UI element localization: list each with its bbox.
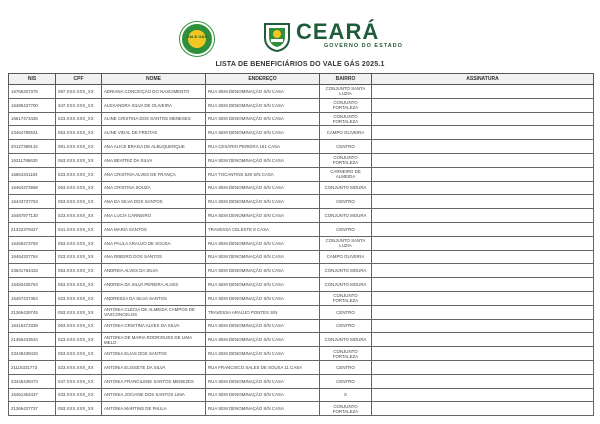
endereco-cell: RUA SEM DENOMINAÇÃO S/N CASA xyxy=(206,236,320,250)
bairro-cell: CONJUNTO MOURA xyxy=(320,264,372,278)
bairro-cell: CENTRO xyxy=(320,374,372,388)
table-row xyxy=(9,374,594,388)
nome-cell: ANDREIA DA SILVA PEREIRA ALVES xyxy=(102,278,206,292)
bairro-cell: CENTRO xyxy=(320,360,372,374)
seal-emblem-icon xyxy=(188,30,206,48)
ceara-crest-icon xyxy=(263,22,291,52)
seal-label: VALE GÁS xyxy=(186,34,208,39)
endereco-cell: RUA SEM DENOMINAÇÃO S/N CASA xyxy=(206,85,320,99)
bairro-cell: CONJUNTO MOURA xyxy=(320,278,372,292)
table-row xyxy=(9,112,594,126)
table-row xyxy=(9,167,594,181)
endereco-cell: RUA SEM DENOMINAÇÃO S/N CASA xyxy=(206,250,320,264)
nome-cell: ANDRESSA DA SILVA SANTOS xyxy=(102,291,206,305)
assinatura-cell xyxy=(372,264,594,278)
table-row xyxy=(9,333,594,347)
nome-cell: ANA DA SILVA DOS SANTOS xyxy=(102,195,206,209)
table-row xyxy=(9,85,594,99)
assinatura-cell xyxy=(372,278,594,292)
bairro-cell: CONJUNTO FORTALEZA xyxy=(320,153,372,167)
brand-name: CEARÁ xyxy=(296,19,380,44)
assinatura-cell xyxy=(372,126,594,140)
table-row xyxy=(9,388,594,402)
nis-cell: 16664341184 xyxy=(9,167,56,181)
table-row xyxy=(9,278,594,292)
endereco-cell: RUA SEM DENOMINAÇÃO S/N CASA xyxy=(206,112,320,126)
column-header-endereco: ENDEREÇO xyxy=(206,74,320,85)
endereco-cell: RUA SEM DENOMINAÇÃO S/N CASA xyxy=(206,264,320,278)
assinatura-cell xyxy=(372,374,594,388)
table-row xyxy=(9,236,594,250)
nis-cell: 21366439745 xyxy=(9,305,56,319)
endereco-cell: RUA TOCANTINS 529 S/N CASA xyxy=(206,167,320,181)
nis-cell: 20127389132 xyxy=(9,140,56,154)
nis-cell: 16311786630 xyxy=(9,153,56,167)
endereco-cell: RUA SEM DENOMINAÇÃO S/N CASA xyxy=(206,402,320,416)
bairro-cell: CARNEIRO DE ALMEIDA xyxy=(320,167,372,181)
assinatura-cell xyxy=(372,209,594,223)
nome-cell: ANA CRISTINA ALVES DE FRANÇA xyxy=(102,167,206,181)
nis-cell: 21366437737 xyxy=(9,402,56,416)
assinatura-cell xyxy=(372,388,594,402)
assinatura-cell xyxy=(372,305,594,319)
table-header-row xyxy=(9,74,594,85)
nis-cell: 16464373968 xyxy=(9,181,56,195)
cpf-cell: 023.XXX.XXX_XX xyxy=(56,250,102,264)
bairro-cell: CONJUNTO FORTALEZA xyxy=(320,112,372,126)
nome-cell: ANA LUCIA CARNEIRO xyxy=(102,209,206,223)
endereco-cell: RUA SEM DENOMINAÇÃO S/N CASA xyxy=(206,126,320,140)
bairro-cell: CENTRO xyxy=(320,319,372,333)
nome-cell: ANA CRISTINA SOUZA xyxy=(102,181,206,195)
column-header-cpf: CPF xyxy=(56,74,102,85)
endereco-cell: RUA SEM DENOMINAÇÃO S/N CASA xyxy=(206,181,320,195)
nis-cell: 23448439433 xyxy=(9,347,56,361)
bairro-cell: CONJUNTO MOURA xyxy=(320,181,372,195)
nis-cell: 23446439473 xyxy=(9,374,56,388)
endereco-cell: RUA FRANCISCO SALES DE SOUSA 11 CASA xyxy=(206,360,320,374)
bairro-cell: CONJUNTO FORTALEZA xyxy=(320,347,372,361)
nome-cell: ALINE CRISTINA DOS SANTOS MENESES xyxy=(102,112,206,126)
table-body xyxy=(9,85,594,416)
table-row xyxy=(9,291,594,305)
bairro-cell: CENTRO xyxy=(320,222,372,236)
assinatura-cell xyxy=(372,347,594,361)
assinatura-cell xyxy=(372,319,594,333)
assinatura-cell xyxy=(372,222,594,236)
table-row xyxy=(9,347,594,361)
cpf-cell: 023.XXX.XXX_XX xyxy=(56,167,102,181)
table-row xyxy=(9,319,594,333)
endereco-cell: RUA SEM DENOMINAÇÃO S/N CASA xyxy=(206,195,320,209)
table-row xyxy=(9,98,594,112)
bairro-cell: CENTRO xyxy=(320,195,372,209)
cpf-cell: 063.XXX.XXX_XX xyxy=(56,319,102,333)
bairro-cell: S xyxy=(320,388,372,402)
cpf-cell: 053.XXX.XXX_XX xyxy=(56,195,102,209)
nis-cell: 16483436763 xyxy=(9,278,56,292)
nis-cell: 21322379327 xyxy=(9,222,56,236)
endereco-cell: RUA CESÁRIO PEREIRA 161 CASA xyxy=(206,140,320,154)
cpf-cell: 063.XXX.XXX_XX xyxy=(56,153,102,167)
endereco-cell: RUA SEM DENOMINAÇÃO S/N CASA xyxy=(206,374,320,388)
cpf-cell: 053.XXX.XXX_XX xyxy=(56,402,102,416)
endereco-cell: RUA SEM DENOMINAÇÃO S/N CASA xyxy=(206,98,320,112)
endereco-cell: RUA SEM DENOMINAÇÃO S/N CASA xyxy=(206,347,320,361)
column-header-nis: NIS xyxy=(9,74,56,85)
nis-cell: 16467437364 xyxy=(9,291,56,305)
cpf-cell: 023.XXX.XXX_XX xyxy=(56,112,102,126)
cpf-cell: 053.XXX.XXX_XX xyxy=(56,305,102,319)
cpf-cell: 041.XXX.XXX_XX xyxy=(56,222,102,236)
assinatura-cell xyxy=(372,153,594,167)
nis-cell: 16466373793 xyxy=(9,236,56,250)
cpf-cell: 053.XXX.XXX_XX xyxy=(56,264,102,278)
column-header-nome: NOME xyxy=(102,74,206,85)
bairro-cell: CAMPO OLIVEIRA xyxy=(320,126,372,140)
cpf-cell: 081.XXX.XXX_XX xyxy=(56,140,102,154)
table-row xyxy=(9,195,594,209)
column-header-assinatura: ASSINATURA xyxy=(372,74,594,85)
cpf-cell: 023.XXX.XXX_XX xyxy=(56,291,102,305)
nome-cell: ANA ALICE BRAGA DE ALBUQUERQUE xyxy=(102,140,206,154)
table-row xyxy=(9,126,594,140)
nis-cell: 16766337375 xyxy=(9,85,56,99)
table-row xyxy=(9,402,594,416)
table-row xyxy=(9,250,594,264)
nis-cell: 23641764433 xyxy=(9,264,56,278)
bairro-cell: CONJUNTO SANTA LUZIA xyxy=(320,85,372,99)
endereco-cell: RUA SEM DENOMINAÇÃO S/N CASA xyxy=(206,333,320,347)
nome-cell: ANA PAULA ARAÚJO DE SOUSA xyxy=(102,236,206,250)
table-row xyxy=(9,264,594,278)
endereco-cell: RUA SEM DENOMINAÇÃO S/N CASA xyxy=(206,278,320,292)
table-row xyxy=(9,140,594,154)
endereco-cell: RUA SEM DENOMINAÇÃO S/N CASA xyxy=(206,319,320,333)
bairro-cell: CENTRO xyxy=(320,140,372,154)
nis-cell: 16416473339 xyxy=(9,319,56,333)
assinatura-cell xyxy=(372,85,594,99)
bairro-cell: CONJUNTO FORTALEZA xyxy=(320,98,372,112)
nome-cell: ANTONIA FRANCILENE SANTOS MENEZES xyxy=(102,374,206,388)
nome-cell: ALINE VIDAL DE FREITAS xyxy=(102,126,206,140)
table-row xyxy=(9,305,594,319)
cpf-cell: 033.XXX.XXX_XX xyxy=(56,388,102,402)
nome-cell: ANTONIA CLÉCIA DE ALMEIDA CAMPOS DE VASCONCELOS xyxy=(102,305,206,319)
nome-cell: ANTONIA ELISSETE DA SILVA xyxy=(102,360,206,374)
document-header xyxy=(0,0,600,60)
nis-cell: 23464785531 xyxy=(9,126,56,140)
nome-cell: ANTONIA MARTINS DE PAULA xyxy=(102,402,206,416)
document-title: LISTA DE BENEFICIÁRIOS DO VALE GÁS 2025.1 xyxy=(215,61,385,68)
cpf-cell: 053.XXX.XXX_XX xyxy=(56,126,102,140)
nome-cell: ANA MARIA SANTOS xyxy=(102,222,206,236)
assinatura-cell xyxy=(372,250,594,264)
nome-cell: ANTONIA ELIAS DOS SANTOS xyxy=(102,347,206,361)
brand-subtitle: GOVERNO DO ESTADO xyxy=(324,43,403,49)
cpf-cell: 023.XXX.XXX_XX xyxy=(56,333,102,347)
table-row xyxy=(9,153,594,167)
beneficiaries-table xyxy=(8,73,594,416)
endereco-cell: RUA SEM DENOMINAÇÃO S/N CASA xyxy=(206,388,320,402)
assinatura-cell xyxy=(372,402,594,416)
cpf-cell: 063.XXX.XXX_XX xyxy=(56,181,102,195)
cpf-cell: 347.XXX.XXX_XX xyxy=(56,98,102,112)
nis-cell: 21366433634 xyxy=(9,333,56,347)
endereco-cell: RUA SEM DENOMINAÇÃO S/N CASA xyxy=(206,291,320,305)
nome-cell: ANA RIBEIRO DOS SANTOS xyxy=(102,250,206,264)
nome-cell: ANA BEATRIZ DA SILVA xyxy=(102,153,206,167)
table-row xyxy=(9,209,594,223)
assinatura-cell xyxy=(372,167,594,181)
nis-cell: 16443737763 xyxy=(9,195,56,209)
nome-cell: ANDREIA ALVES DA SILVA xyxy=(102,264,206,278)
cpf-cell: 047.XXX.XXX_XX xyxy=(56,374,102,388)
assinatura-cell xyxy=(372,112,594,126)
cpf-cell: 023.XXX.XXX_XX xyxy=(56,360,102,374)
nis-cell: 16487877130 xyxy=(9,209,56,223)
assinatura-cell xyxy=(372,98,594,112)
table-row xyxy=(9,360,594,374)
bairro-cell: CONJUNTO FORTALEZA xyxy=(320,402,372,416)
bairro-cell: CENTRO xyxy=(320,305,372,319)
nome-cell: ANTONIA CRISTINA ALVES DA SILVA xyxy=(102,319,206,333)
nis-cell: 16486437700 xyxy=(9,98,56,112)
assinatura-cell xyxy=(372,236,594,250)
bairro-cell: CONJUNTO SANTA LUZIA xyxy=(320,236,372,250)
table-row xyxy=(9,222,594,236)
assinatura-cell xyxy=(372,195,594,209)
assinatura-cell xyxy=(372,140,594,154)
cpf-cell: 053.XXX.XXX_XX xyxy=(56,347,102,361)
endereco-cell: TRAVESSA CELESTE 8 CASA xyxy=(206,222,320,236)
endereco-cell: RUA SEM DENOMINAÇÃO S/N CASA xyxy=(206,209,320,223)
nis-cell: 16617473436 xyxy=(9,112,56,126)
assinatura-cell xyxy=(372,291,594,305)
assinatura-cell xyxy=(372,181,594,195)
cpf-cell: 053.XXX.XXX_XX xyxy=(56,236,102,250)
nome-cell: ANTONIA DE MARIA RODRIGUES DE LIMA MELO xyxy=(102,333,206,347)
assinatura-cell xyxy=(372,360,594,374)
endereco-cell: TRAVESSA ARAÚJO PONTES S/N xyxy=(206,305,320,319)
bairro-cell: CONJUNTO MOURA xyxy=(320,209,372,223)
endereco-cell: RUA SEM DENOMINAÇÃO S/N CASA xyxy=(206,153,320,167)
bairro-cell: CAMPO OLIVEIRA xyxy=(320,250,372,264)
cpf-cell: 023.XXX.XXX_XX xyxy=(56,209,102,223)
cpf-cell: 053.XXX.XXX_XX xyxy=(56,278,102,292)
vale-gas-seal xyxy=(180,22,214,56)
nis-cell: 21116331773 xyxy=(9,360,56,374)
bairro-cell: CONJUNTO MOURA xyxy=(320,333,372,347)
nome-cell: ADRIANA CONCEIÇÃO DO NASCIMENTO xyxy=(102,85,206,99)
column-header-bairro: BAIRRO xyxy=(320,74,372,85)
bairro-cell: CONJUNTO FORTALEZA xyxy=(320,291,372,305)
cpf-cell: 097.XXX.XXX_XX xyxy=(56,85,102,99)
table-row xyxy=(9,181,594,195)
assinatura-cell xyxy=(372,333,594,347)
nome-cell: ANTONIA JOCIANE DOS SANTOS LIMA xyxy=(102,388,206,402)
nome-cell: ALEXANDRA SILVA DE OLIVEIRA xyxy=(102,98,206,112)
nis-cell: 16464337764 xyxy=(9,250,56,264)
nis-cell: 16461363437 xyxy=(9,388,56,402)
